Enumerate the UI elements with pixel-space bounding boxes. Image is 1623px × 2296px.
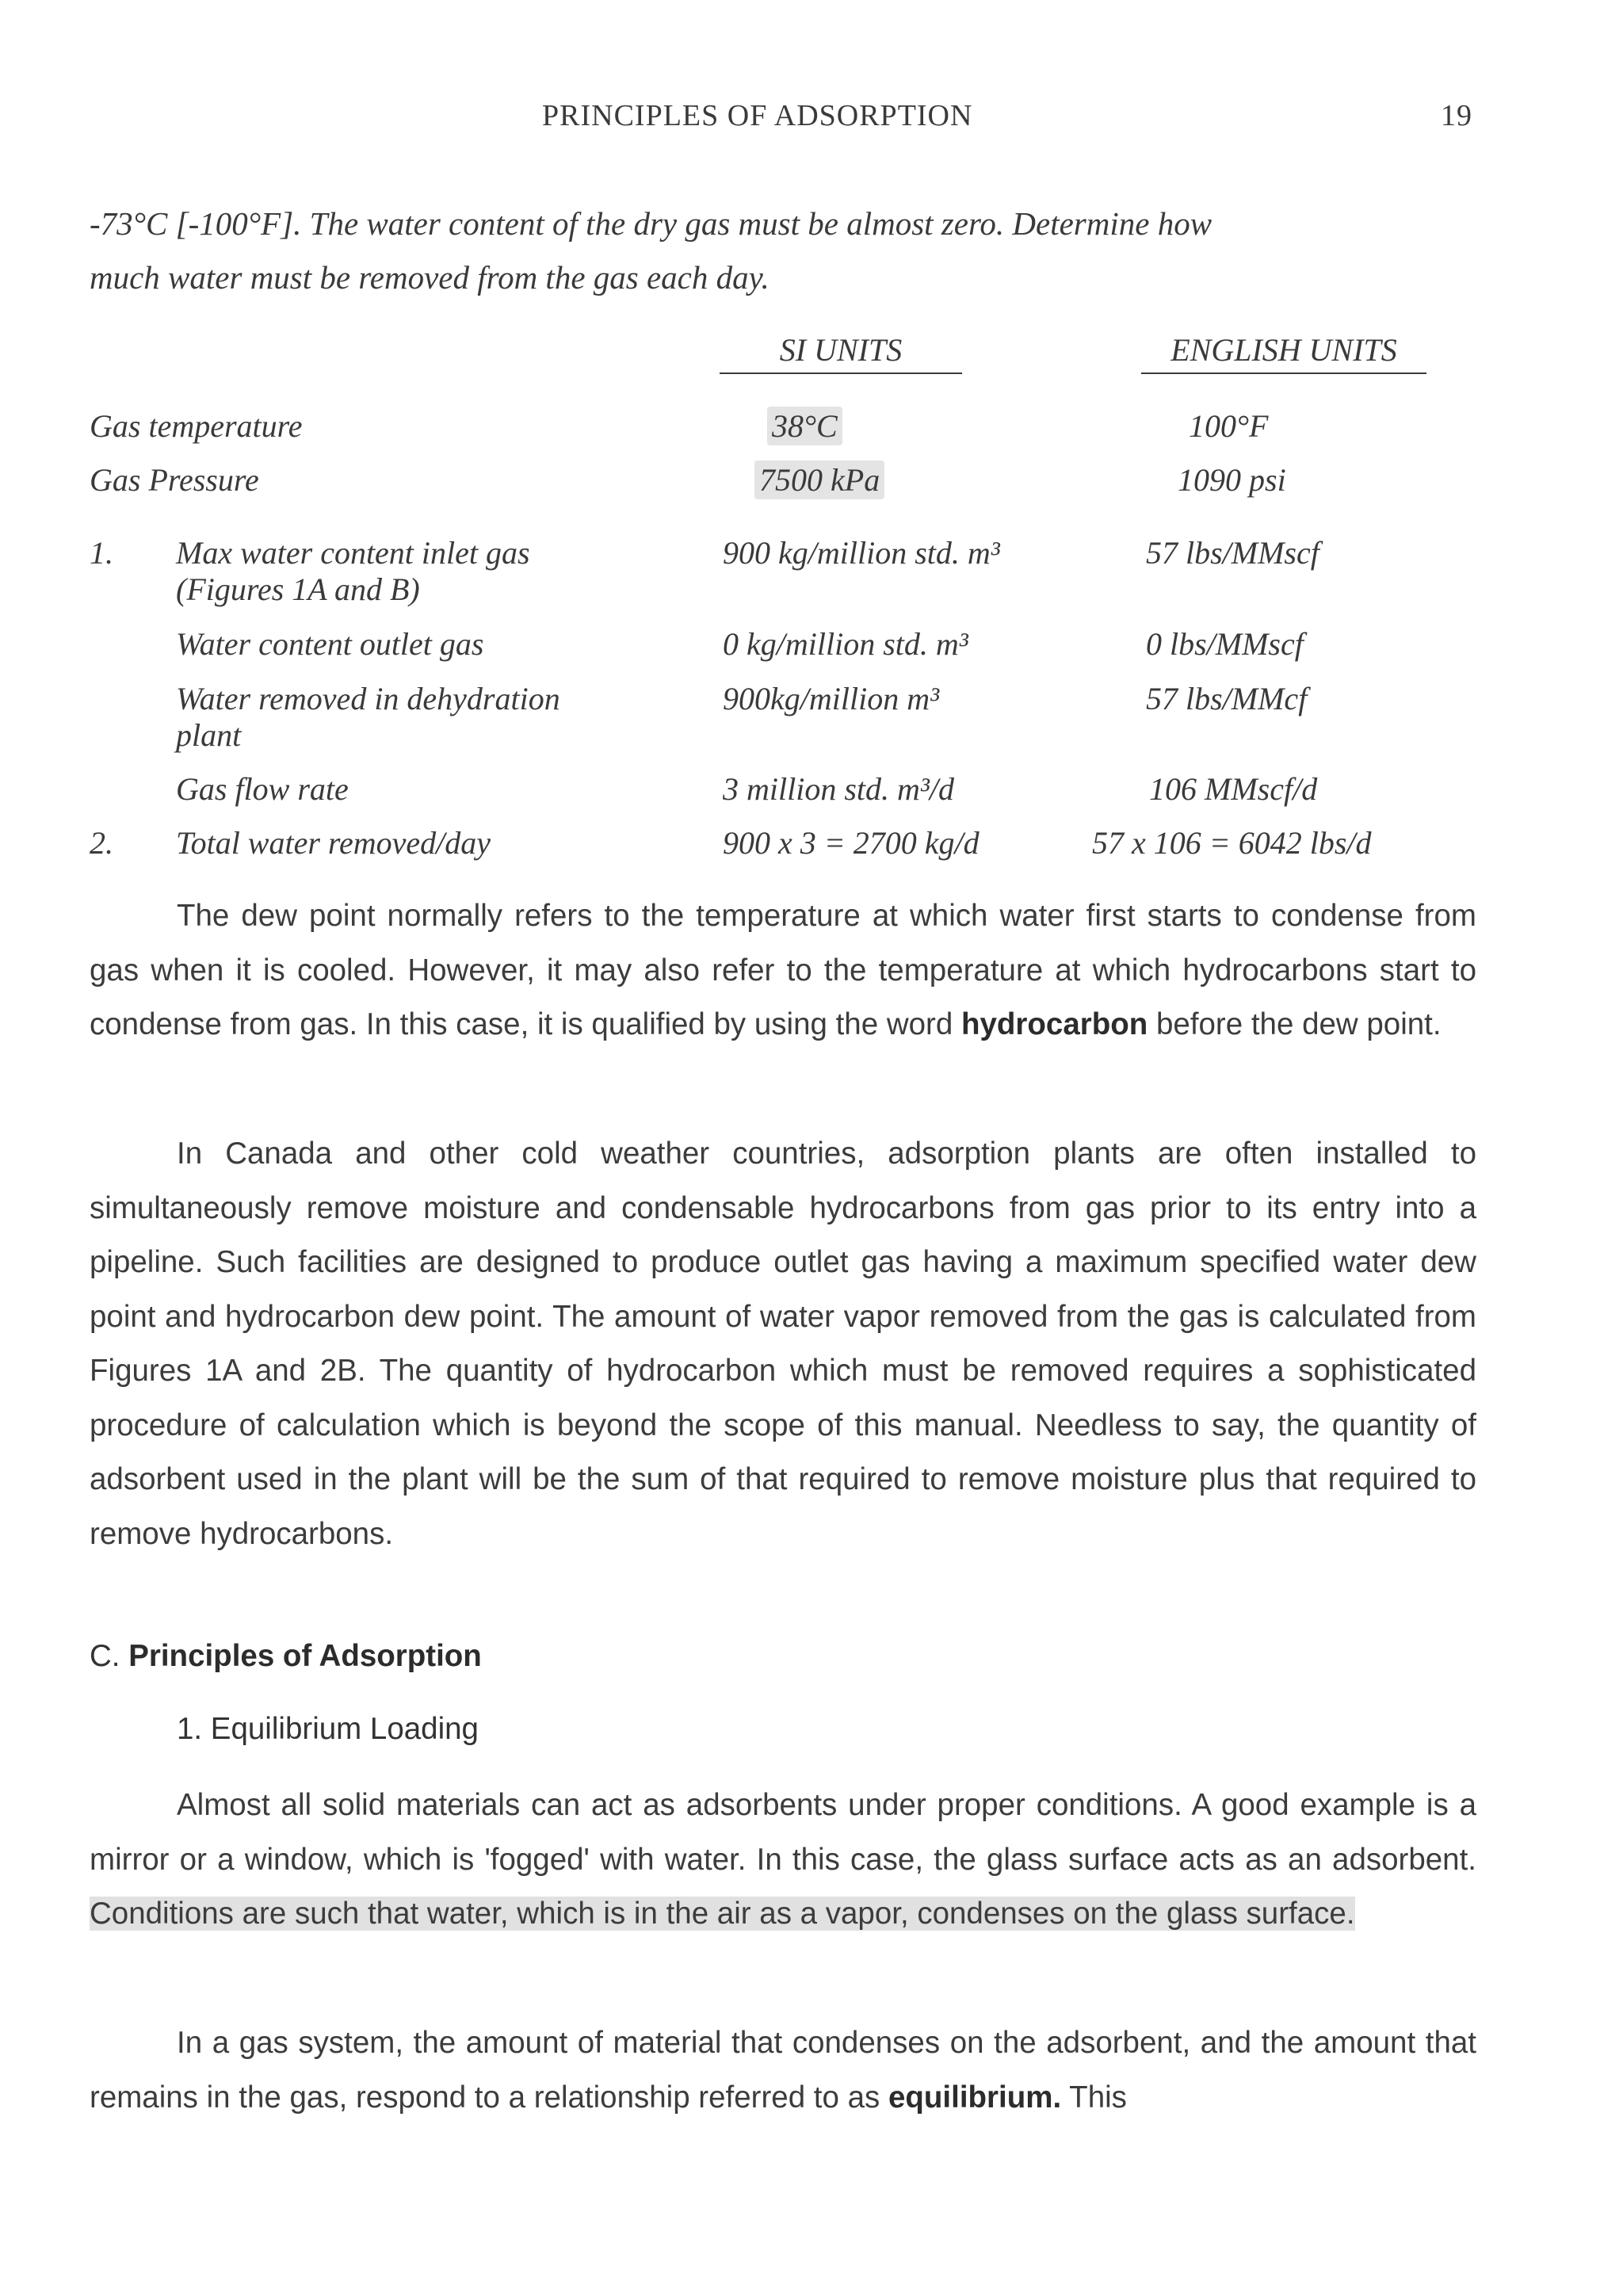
paragraph-solid-adsorbents — [90, 1778, 1476, 1942]
gas-pressure-english: 1090 psi — [1178, 462, 1286, 498]
row-4-english: 106 MMscf/d — [1149, 771, 1318, 807]
row-2-si: 0 kg/million std. m³ — [723, 626, 968, 662]
paragraph-dew-point — [90, 889, 1476, 1052]
paragraph-4-text-a: In a gas system, the amount of material that condenses on the adsorbent, and the amount that remains in the gas, respond to a relationship referred to as — [90, 2026, 1476, 2115]
row-5-label: Total water removed/day — [176, 825, 491, 861]
intro-line-2: much water must be removed from the gas each day. — [90, 259, 769, 296]
gas-temperature-english: 100°F — [1189, 408, 1269, 444]
row-1-english: 57 lbs/MMscf — [1146, 535, 1319, 571]
paragraph-4-text-b: This — [1061, 2080, 1127, 2115]
paragraph-2-text: In Canada and other cold weather countries, adsorption plants are often installed to simultaneously remove moisture and condensable hydrocarbons from gas prior to its entry into a pipeline. Such facilities are designed to produce outlet gas having a maximum specified water dew point and hydrocarbon dew point. The amount of water vapor removed from the gas is calculated from Figures 1A and 2B. The quantity of hydrocarbon which must be removed requires a sophisticated procedure of calculation which is beyond the scope of this manual. Needless to say, the quantity of adsorbent used in the plant will be the sum of that required to remove moisture plus that required to remove hydrocarbons. — [90, 1137, 1476, 1551]
paragraph-1-text-b: before the dew point. — [1148, 1007, 1442, 1041]
row-3-english: 57 lbs/MMcf — [1146, 681, 1308, 716]
gas-temperature-label: Gas temperature — [90, 408, 303, 444]
paragraph-1-text-a: The dew point normally refers to the temperature at which water first starts to condense from gas when it is cooled. However, it may also refer to the temperature at which hydrocarbons start to condense from gas. In this case, it is qualified by using the word — [90, 899, 1476, 1041]
row-5-number: 2. — [90, 825, 113, 861]
row-1-number: 1. — [90, 535, 113, 571]
row-1-si: 900 kg/million std. m³ — [723, 535, 1000, 571]
row-4-si: 3 million std. m³/d — [723, 771, 955, 807]
row-1-label-line-2: (Figures 1A and B) — [176, 571, 420, 607]
row-1-label-line-1: Max water content inlet gas — [176, 535, 530, 571]
row-2-english: 0 lbs/MMscf — [1146, 626, 1304, 662]
section-c-title: Principles of Adsorption — [128, 1639, 482, 1673]
header-title: PRINCIPLES OF ADSORPTION — [542, 99, 973, 132]
running-header — [0, 98, 1623, 138]
row-4-label: Gas flow rate — [176, 771, 349, 807]
gas-temperature-si: 38°C — [767, 407, 842, 445]
section-heading-c — [90, 1639, 482, 1674]
paragraph-3-text-a: Almost all solid materials can act as adsorbents under proper conditions. A good example is a mirror or a window, which is 'fogged' with water. In this case, the glass surface acts as an adsorbent. — [90, 1788, 1476, 1877]
paragraph-gas-system — [90, 2016, 1476, 2125]
section-c-letter: C. — [90, 1639, 120, 1673]
paragraph-canada-plants — [90, 1127, 1476, 1561]
highlighted-sentence: Conditions are such that water, which is in the air as a vapor, condenses on the glass surface. — [90, 1897, 1355, 1931]
row-5-si: 900 x 3 = 2700 kg/d — [723, 825, 980, 861]
page-number: 19 — [1441, 99, 1472, 132]
term-hydrocarbon: hydrocarbon — [960, 1007, 1148, 1041]
subsection-equilibrium-loading: 1. Equilibrium Loading — [177, 1712, 479, 1746]
row-3-label-line-2: plant — [176, 717, 242, 753]
column-header-si-rule — [720, 372, 962, 374]
column-header-english-rule — [1141, 372, 1426, 374]
row-3-label-line-1: Water removed in dehydration — [176, 681, 560, 716]
gas-temperature-si-cell — [767, 407, 842, 445]
gas-pressure-label: Gas Pressure — [90, 462, 259, 498]
gas-pressure-si-cell — [754, 461, 884, 499]
column-header-si: SI UNITS — [779, 332, 903, 368]
row-5-english: 57 x 106 = 6042 lbs/d — [1092, 825, 1372, 861]
term-equilibrium: equilibrium. — [888, 2080, 1062, 2115]
gas-pressure-si: 7500 kPa — [754, 460, 884, 499]
column-header-english: ENGLISH UNITS — [1170, 332, 1397, 368]
row-2-label: Water content outlet gas — [176, 626, 484, 662]
row-3-si: 900kg/million m³ — [723, 681, 940, 716]
intro-line-1: -73°C [-100°F]. The water content of the dry gas must be almost zero. Determine how — [90, 205, 1212, 242]
